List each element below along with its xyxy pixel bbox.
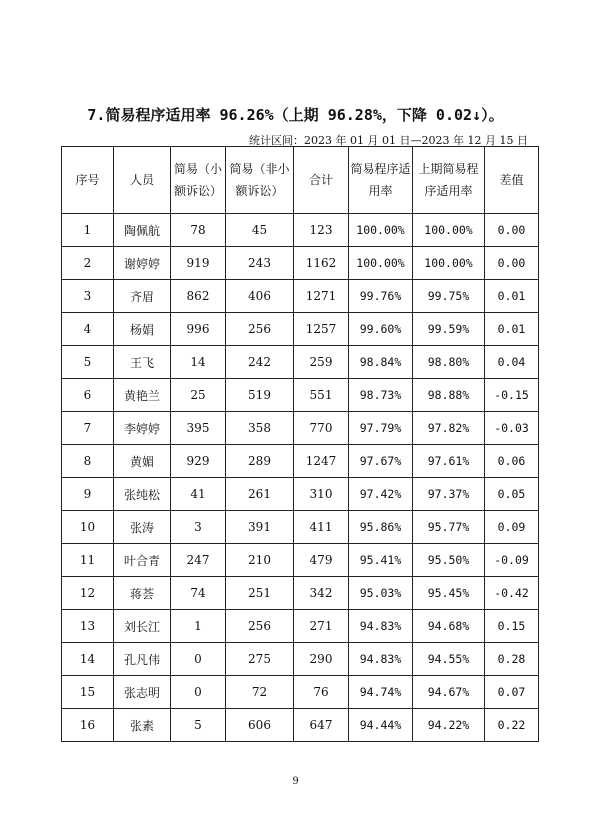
serial-cell: 5 [62,346,114,379]
table-row [62,544,539,577]
table-header-row [62,147,539,214]
diff-cell: 0.07 [485,676,539,709]
simple-procedure-table [61,146,539,742]
rate-cell: 95.03% [349,577,413,610]
header-serial: 序号 [62,147,114,214]
rate-cell: 94.83% [349,610,413,643]
rate-cell: 95.41% [349,544,413,577]
diff-cell: 0.00 [485,214,539,247]
diff-cell: -0.42 [485,577,539,610]
simple-nonsmall-cell: 358 [226,412,294,445]
serial-cell: 4 [62,313,114,346]
diff-cell: 0.01 [485,313,539,346]
simple-small-cell: 1 [171,610,226,643]
header-rate: 简易程序适用率 [349,147,413,214]
serial-cell: 8 [62,445,114,478]
diff-cell: -0.09 [485,544,539,577]
simple-small-cell: 929 [171,445,226,478]
diff-cell: 0.05 [485,478,539,511]
simple-small-cell: 0 [171,643,226,676]
table-row [62,280,539,313]
table-row [62,445,539,478]
serial-cell: 16 [62,709,114,742]
diff-cell: 0.00 [485,247,539,280]
simple-small-cell: 996 [171,313,226,346]
diff-cell: 0.09 [485,511,539,544]
simple-small-cell: 3 [171,511,226,544]
person-cell: 蒋荟 [114,577,171,610]
simple-nonsmall-cell: 289 [226,445,294,478]
simple-nonsmall-cell: 72 [226,676,294,709]
simple-nonsmall-cell: 261 [226,478,294,511]
simple-nonsmall-cell: 242 [226,346,294,379]
prev-rate-cell: 98.88% [413,379,485,412]
simple-small-cell: 25 [171,379,226,412]
prev-rate-cell: 95.77% [413,511,485,544]
simple-small-cell: 74 [171,577,226,610]
person-cell: 齐眉 [114,280,171,313]
serial-cell: 9 [62,478,114,511]
person-cell: 黄媚 [114,445,171,478]
simple-small-cell: 862 [171,280,226,313]
serial-cell: 1 [62,214,114,247]
simple-nonsmall-cell: 243 [226,247,294,280]
total-cell: 647 [294,709,349,742]
prev-rate-cell: 94.22% [413,709,485,742]
person-cell: 张素 [114,709,171,742]
simple-nonsmall-cell: 251 [226,577,294,610]
person-cell: 刘长江 [114,610,171,643]
total-cell: 479 [294,544,349,577]
page-number: 9 [292,776,299,787]
diff-cell: 0.01 [485,280,539,313]
statistics-period: 统计区间：2023 年 01 月 01 日—2023 年 12 月 15 日 [249,134,528,147]
table-body [62,214,539,742]
prev-rate-cell: 97.61% [413,445,485,478]
simple-small-cell: 247 [171,544,226,577]
diff-cell: 0.15 [485,610,539,643]
prev-rate-cell: 97.37% [413,478,485,511]
rate-cell: 98.84% [349,346,413,379]
diff-cell: 0.06 [485,445,539,478]
header-total: 合计 [294,147,349,214]
serial-cell: 10 [62,511,114,544]
table-row [62,478,539,511]
rate-cell: 100.00% [349,247,413,280]
total-cell: 310 [294,478,349,511]
person-cell: 张纯松 [114,478,171,511]
person-cell: 李婷婷 [114,412,171,445]
rate-cell: 94.44% [349,709,413,742]
person-cell: 张志明 [114,676,171,709]
simple-small-cell: 919 [171,247,226,280]
table-row [62,610,539,643]
prev-rate-cell: 94.55% [413,643,485,676]
simple-nonsmall-cell: 256 [226,610,294,643]
serial-cell: 12 [62,577,114,610]
serial-cell: 11 [62,544,114,577]
person-cell: 黄艳兰 [114,379,171,412]
rate-cell: 97.67% [349,445,413,478]
person-cell: 陶佩航 [114,214,171,247]
serial-cell: 14 [62,643,114,676]
prev-rate-cell: 95.50% [413,544,485,577]
rate-cell: 100.00% [349,214,413,247]
simple-small-cell: 5 [171,709,226,742]
person-cell: 王飞 [114,346,171,379]
prev-rate-cell: 95.45% [413,577,485,610]
table-row [62,214,539,247]
table-row [62,511,539,544]
rate-cell: 97.79% [349,412,413,445]
table-row [62,676,539,709]
total-cell: 123 [294,214,349,247]
diff-cell: 0.22 [485,709,539,742]
table-row [62,709,539,742]
simple-nonsmall-cell: 606 [226,709,294,742]
total-cell: 271 [294,610,349,643]
person-cell: 孔凡伟 [114,643,171,676]
serial-cell: 6 [62,379,114,412]
rate-cell: 95.86% [349,511,413,544]
person-cell: 杨娟 [114,313,171,346]
rate-cell: 94.83% [349,643,413,676]
serial-cell: 2 [62,247,114,280]
simple-nonsmall-cell: 519 [226,379,294,412]
diff-cell: -0.15 [485,379,539,412]
simple-small-cell: 395 [171,412,226,445]
simple-small-cell: 14 [171,346,226,379]
simple-small-cell: 0 [171,676,226,709]
total-cell: 342 [294,577,349,610]
table-row [62,577,539,610]
table-row [62,643,539,676]
rate-cell: 94.74% [349,676,413,709]
prev-rate-cell: 100.00% [413,247,485,280]
diff-cell: 0.28 [485,643,539,676]
prev-rate-cell: 100.00% [413,214,485,247]
rate-cell: 99.76% [349,280,413,313]
rate-cell: 97.42% [349,478,413,511]
header-person: 人员 [114,147,171,214]
total-cell: 290 [294,643,349,676]
simple-small-cell: 41 [171,478,226,511]
total-cell: 411 [294,511,349,544]
total-cell: 551 [294,379,349,412]
table-row [62,313,539,346]
prev-rate-cell: 99.75% [413,280,485,313]
person-cell: 张涛 [114,511,171,544]
total-cell: 1247 [294,445,349,478]
serial-cell: 3 [62,280,114,313]
person-cell: 叶合青 [114,544,171,577]
prev-rate-cell: 94.67% [413,676,485,709]
simple-nonsmall-cell: 406 [226,280,294,313]
table-row [62,247,539,280]
header-diff: 差值 [485,147,539,214]
prev-rate-cell: 98.80% [413,346,485,379]
prev-rate-cell: 94.68% [413,610,485,643]
total-cell: 1162 [294,247,349,280]
diff-cell: 0.04 [485,346,539,379]
simple-nonsmall-cell: 45 [226,214,294,247]
serial-cell: 7 [62,412,114,445]
table-row [62,412,539,445]
table-row [62,379,539,412]
simple-nonsmall-cell: 256 [226,313,294,346]
serial-cell: 15 [62,676,114,709]
rate-cell: 99.60% [349,313,413,346]
total-cell: 770 [294,412,349,445]
person-cell: 谢婷婷 [114,247,171,280]
section-heading: 7.简易程序适用率 96.26%（上期 96.28%，下降 0.02↓）。 [87,106,504,124]
header-simple-small: 简易（小额诉讼） [171,147,226,214]
prev-rate-cell: 97.82% [413,412,485,445]
total-cell: 76 [294,676,349,709]
diff-cell: -0.03 [485,412,539,445]
header-prev-rate: 上期简易程序适用率 [413,147,485,214]
simple-small-cell: 78 [171,214,226,247]
simple-nonsmall-cell: 391 [226,511,294,544]
table-row [62,346,539,379]
simple-nonsmall-cell: 275 [226,643,294,676]
prev-rate-cell: 99.59% [413,313,485,346]
simple-nonsmall-cell: 210 [226,544,294,577]
total-cell: 1257 [294,313,349,346]
total-cell: 259 [294,346,349,379]
serial-cell: 13 [62,610,114,643]
total-cell: 1271 [294,280,349,313]
rate-cell: 98.73% [349,379,413,412]
header-simple-nonsmall: 简易（非小额诉讼） [226,147,294,214]
